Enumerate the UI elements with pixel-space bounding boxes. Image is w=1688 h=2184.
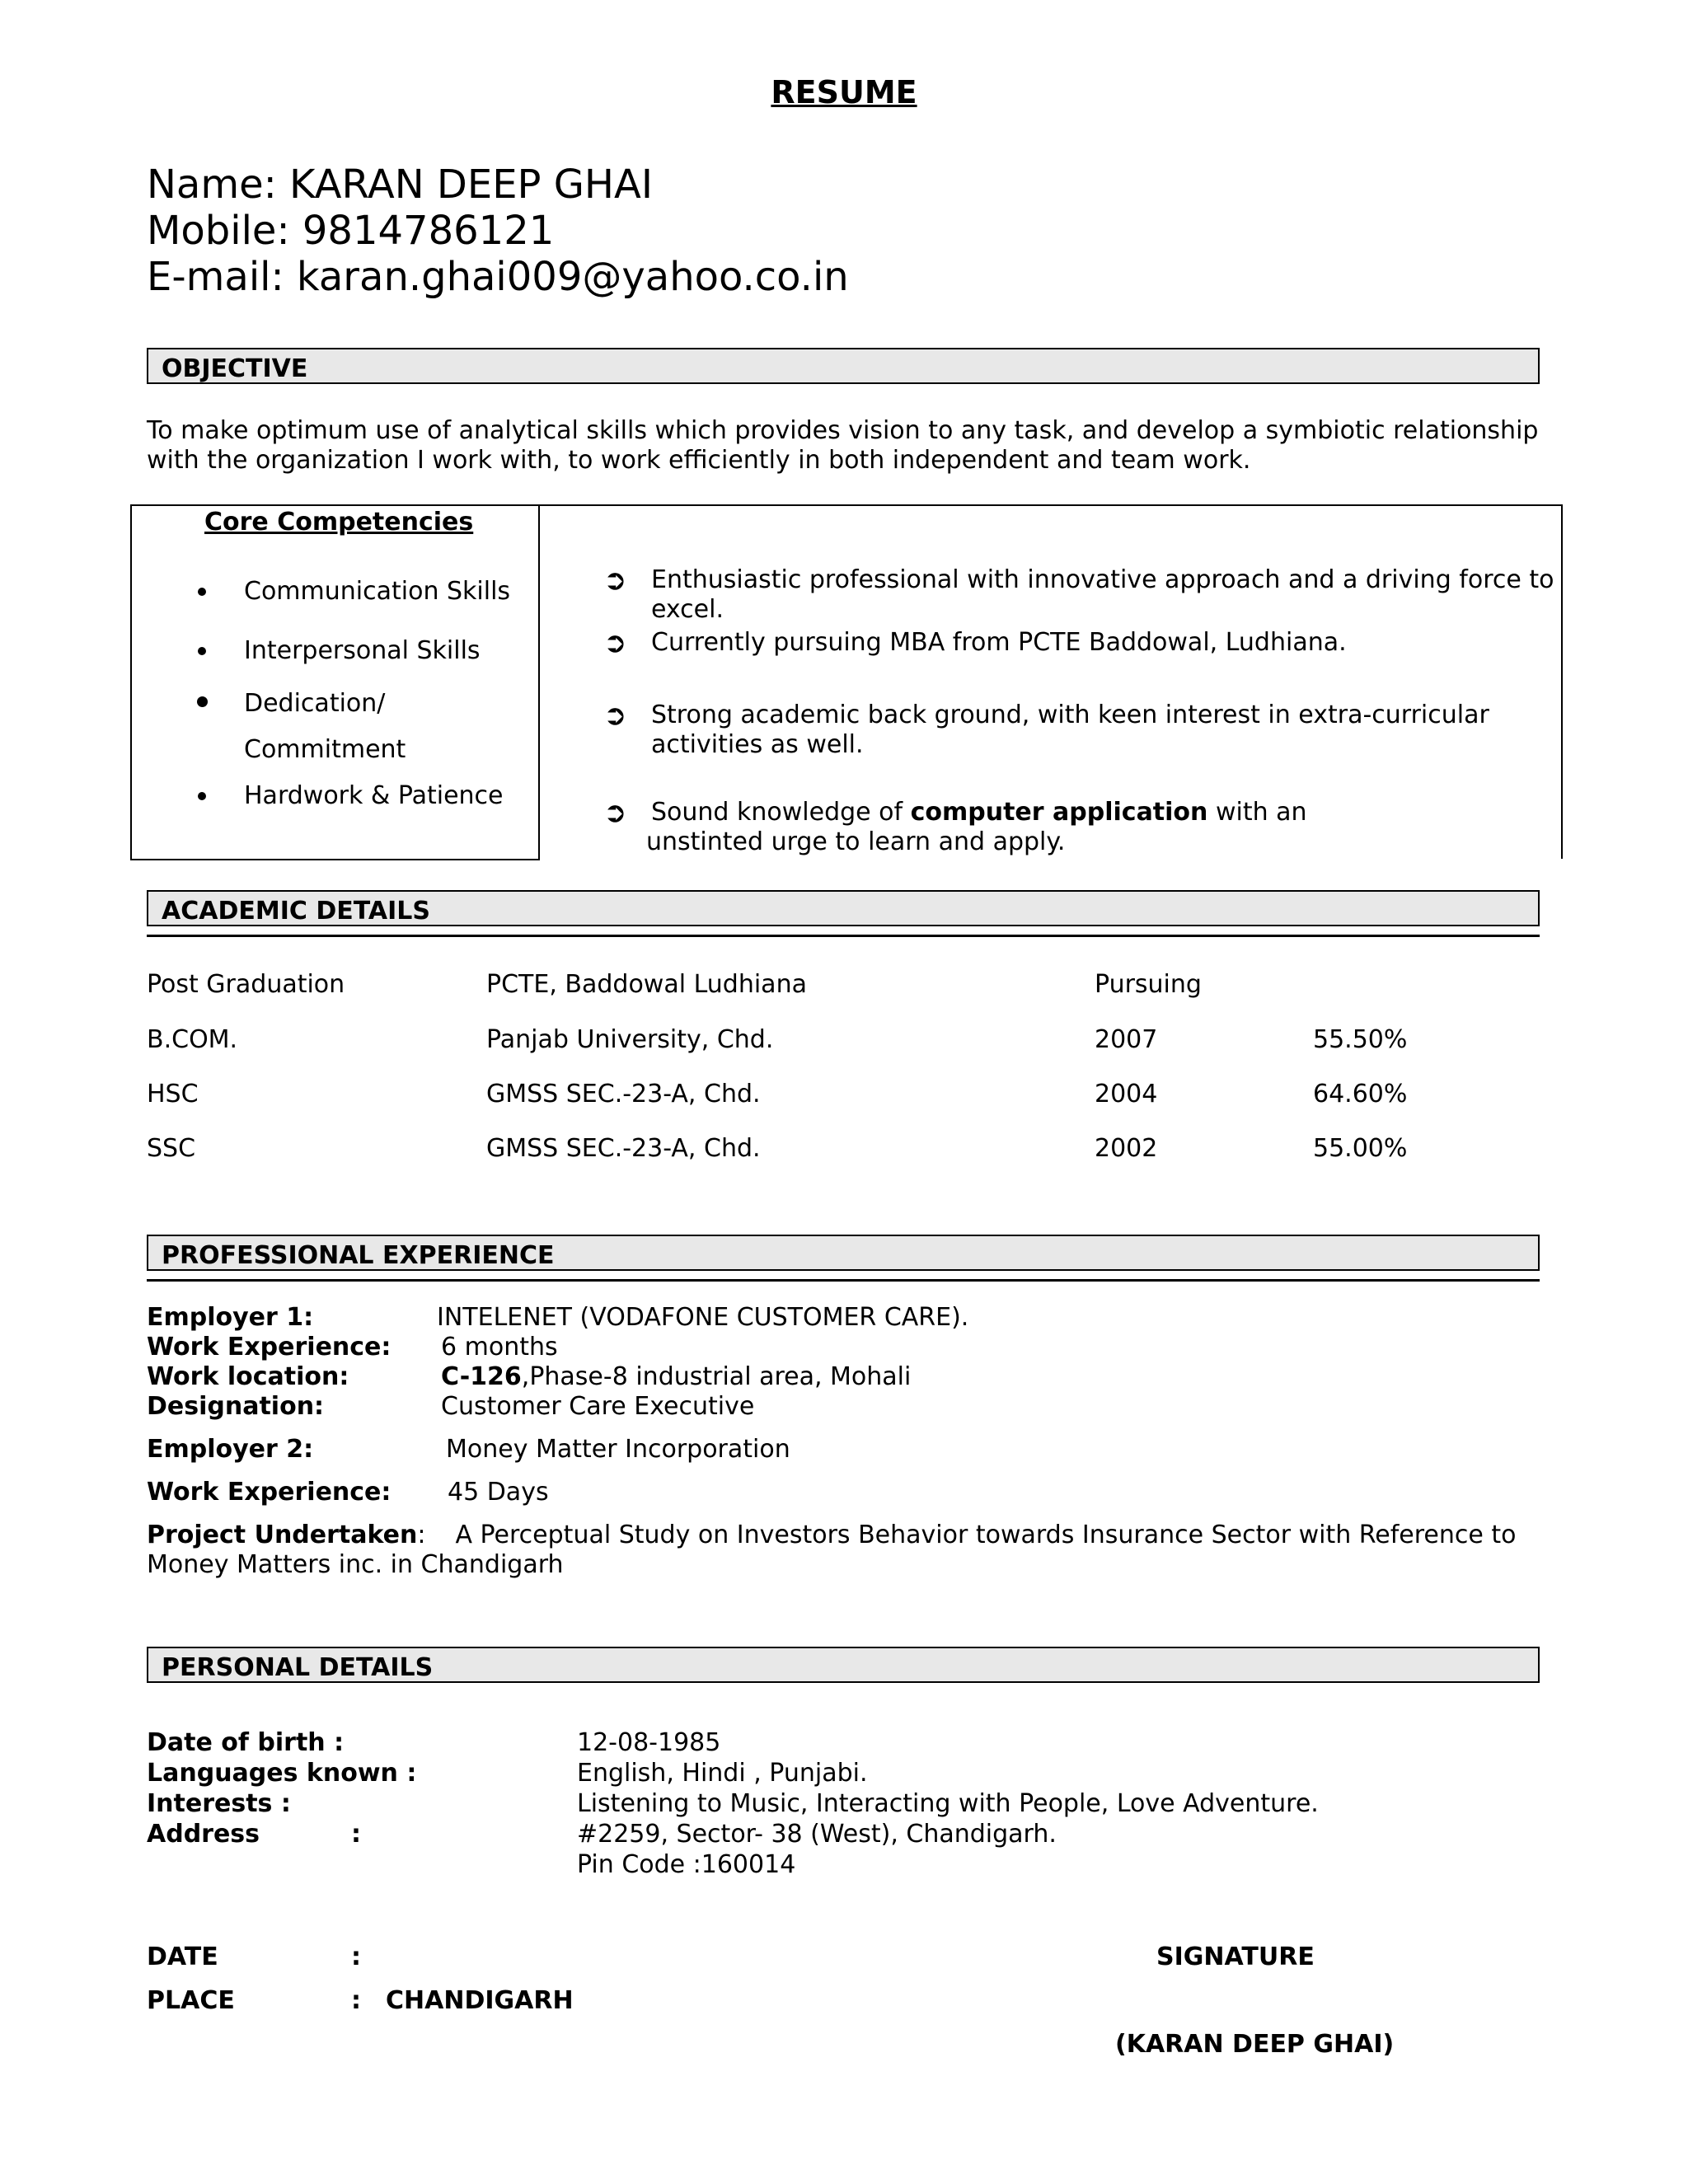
academic-year: 2004: [1095, 1080, 1158, 1108]
resume-title: RESUME: [771, 74, 917, 110]
dob-label: Date of birth :: [147, 1728, 345, 1757]
interests-value: Listening to Music, Interacting with People, Love Adventure.: [577, 1789, 1319, 1818]
competency-item: Dedication/: [244, 689, 386, 718]
dob-value: 12-08-1985: [577, 1728, 721, 1757]
work-experience-2-label: Work Experience:: [147, 1478, 392, 1507]
work-location-rest: ,Phase-8 industrial area, Mohali: [521, 1362, 912, 1391]
contact-mobile: Mobile: 9814786121: [147, 208, 555, 254]
academic-score: 64.60%: [1313, 1080, 1408, 1108]
place-value: CHANDIGARH: [386, 1986, 574, 2015]
bullet-icon: [198, 647, 206, 655]
highlight-2: Currently pursuing MBA from PCTE Baddowal, Ludhiana.: [651, 628, 1347, 657]
academic-divider: [147, 935, 1540, 937]
academic-institute: PCTE, Baddowal Ludhiana: [486, 970, 807, 999]
project-value: A Perceptual Study on Investors Behavior towards Insurance Sector with Reference to: [455, 1521, 1517, 1549]
highlights-box-top-border: [539, 504, 1563, 506]
academic-institute: Panjab University, Chd.: [486, 1025, 774, 1054]
employer-2-label: Employer 2:: [147, 1435, 314, 1464]
arrow-bullet-icon: ➲: [603, 564, 627, 597]
academic-course: Post Graduation: [147, 970, 345, 999]
work-experience-2-value: 45 Days: [448, 1478, 549, 1507]
signature-name: (KARAN DEEP GHAI): [1115, 2030, 1395, 2059]
academic-score: 55.50%: [1313, 1025, 1408, 1054]
arrow-bullet-icon: ➲: [603, 626, 627, 659]
interests-label: Interests :: [147, 1789, 291, 1818]
address-line-2: Pin Code :160014: [577, 1850, 796, 1879]
competency-item: Commitment: [244, 735, 406, 764]
address-line-1: #2259, Sector- 38 (West), Chandigarh.: [577, 1820, 1057, 1849]
place-colon: :: [351, 1986, 361, 2015]
academic-course: B.COM.: [147, 1025, 238, 1054]
date-label: DATE: [147, 1943, 218, 1971]
competency-item: Communication Skills: [244, 577, 511, 606]
academic-year: 2002: [1095, 1134, 1158, 1163]
arrow-bullet-icon: ➲: [603, 796, 627, 829]
project-line-1: [147, 1521, 1517, 1550]
bullet-icon: [198, 588, 206, 596]
project-label: Project Undertaken: [147, 1521, 418, 1549]
work-location-bold: C-126: [441, 1362, 522, 1391]
project-line-2: Money Matters inc. in Chandigarh: [147, 1550, 564, 1579]
contact-email: E-mail: karan.ghai009@yahoo.co.in: [147, 254, 849, 300]
designation-value: Customer Care Executive: [441, 1392, 755, 1421]
signature-label: SIGNATURE: [1156, 1943, 1315, 1971]
address-label: Address: [147, 1820, 260, 1849]
personal-section-header: [147, 1647, 1540, 1683]
experience-heading: PROFESSIONAL EXPERIENCE: [162, 1241, 555, 1270]
competency-item: Interpersonal Skills: [244, 636, 481, 665]
academic-section-header: [147, 890, 1540, 926]
academic-heading: ACADEMIC DETAILS: [162, 897, 430, 926]
objective-text-line-2: with the organization I work with, to work efficiently in both independent and team work.: [147, 446, 1251, 475]
academic-year: Pursuing: [1095, 970, 1202, 999]
objective-heading: OBJECTIVE: [162, 354, 308, 383]
address-colon: :: [351, 1820, 361, 1849]
work-location-value: [441, 1362, 911, 1392]
date-colon: :: [351, 1943, 361, 1971]
highlight-4-bold-text: computer application: [910, 798, 1208, 827]
highlight-4-text: Sound knowledge of: [651, 798, 911, 827]
experience-divider: [147, 1279, 1540, 1282]
academic-course: HSC: [147, 1080, 199, 1108]
contact-name: Name: KARAN DEEP GHAI: [147, 162, 654, 208]
highlight-1-line-1: Enthusiastic professional with innovative approach and a driving force to: [651, 565, 1554, 594]
work-experience-1-value: 6 months: [441, 1333, 558, 1361]
highlight-4-line-2: unstinted urge to learn and apply.: [646, 827, 1066, 856]
highlight-4-line-1: [651, 798, 1307, 827]
academic-institute: GMSS SEC.-23-A, Chd.: [486, 1080, 761, 1108]
place-label: PLACE: [147, 1986, 235, 2015]
academic-institute: GMSS SEC.-23-A, Chd.: [486, 1134, 761, 1163]
highlight-3-line-1: Strong academic back ground, with keen interest in extra-curricular: [651, 701, 1489, 729]
competency-item: Hardwork & Patience: [244, 781, 504, 810]
languages-label: Languages known :: [147, 1759, 417, 1788]
academic-year: 2007: [1095, 1025, 1158, 1054]
designation-label: Designation:: [147, 1392, 325, 1421]
highlights-box-right-border: [1561, 504, 1563, 859]
arrow-bullet-icon: ➲: [603, 699, 627, 732]
highlight-1-line-2: excel.: [651, 595, 724, 624]
bullet-icon: [197, 696, 208, 707]
highlight-4-text-end: with an: [1207, 798, 1307, 827]
project-colon: :: [417, 1521, 426, 1549]
work-location-label: Work location:: [147, 1362, 349, 1391]
academic-score: 55.00%: [1313, 1134, 1408, 1163]
bullet-icon: [198, 792, 206, 800]
work-experience-1-label: Work Experience:: [147, 1333, 392, 1361]
personal-heading: PERSONAL DETAILS: [162, 1653, 434, 1682]
highlight-3-line-2: activities as well.: [651, 730, 864, 759]
languages-value: English, Hindi , Punjabi.: [577, 1759, 868, 1788]
employer-1-label: Employer 1:: [147, 1303, 314, 1332]
objective-section-header: [147, 348, 1540, 384]
employer-2-value: Money Matter Incorporation: [446, 1435, 790, 1464]
objective-text-line-1: To make optimum use of analytical skills which provides vision to any task, and develop a symbiotic relationship: [147, 416, 1539, 445]
experience-section-header: [147, 1235, 1540, 1271]
core-competencies-heading: Core Competencies: [204, 508, 474, 537]
employer-1-value: INTELENET (VODAFONE CUSTOMER CARE).: [437, 1303, 969, 1332]
academic-course: SSC: [147, 1134, 196, 1163]
